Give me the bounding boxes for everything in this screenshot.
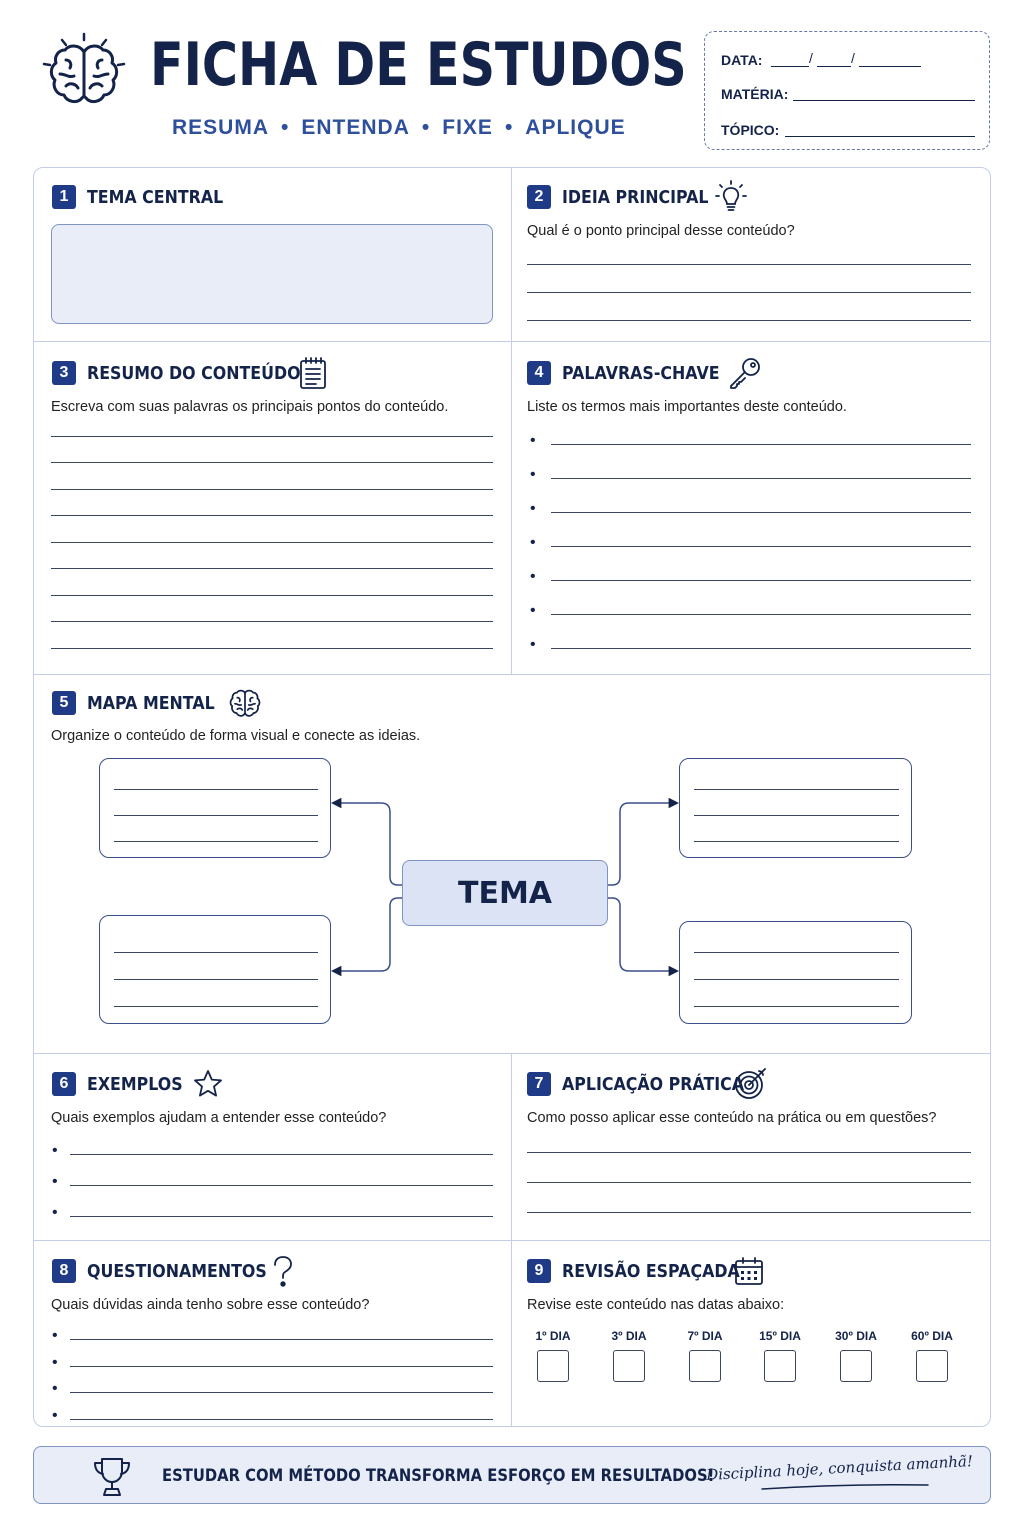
- keyword-line[interactable]: [551, 512, 971, 513]
- mind-map-center[interactable]: TEMA: [402, 860, 608, 926]
- tagline-separator: •: [281, 116, 290, 139]
- example-line[interactable]: [70, 1154, 493, 1155]
- page-title: FICHA DE ESTUDOS: [150, 30, 687, 100]
- footer-motto: ESTUDAR COM MÉTODO TRANSFORMA ESFORÇO EM RESULTADOS!: [162, 1466, 715, 1486]
- review-checkbox[interactable]: [613, 1350, 645, 1382]
- section-description: Organize o conteúdo de forma visual e conecte as ideias.: [51, 728, 421, 744]
- bullet: •: [52, 1204, 58, 1221]
- topic-field[interactable]: [785, 136, 975, 137]
- divider: [511, 341, 512, 674]
- divider: [511, 1053, 512, 1240]
- section-number: 9: [527, 1259, 551, 1283]
- writing-line[interactable]: [114, 1006, 318, 1007]
- tagline-word: ENTENDA: [301, 116, 410, 139]
- date-day-field[interactable]: [771, 66, 809, 67]
- example-line[interactable]: [70, 1216, 493, 1217]
- section-title: RESUMO DO CONTEÚDO: [87, 362, 301, 384]
- section-description: Como posso aplicar esse conteúdo na prática ou em questões?: [527, 1110, 937, 1126]
- divider: [34, 341, 990, 342]
- question-line[interactable]: [70, 1392, 493, 1393]
- bullet: •: [530, 500, 536, 517]
- trophy-icon: [90, 1455, 134, 1499]
- writing-line[interactable]: [51, 515, 493, 516]
- section-number: 4: [527, 361, 551, 385]
- date-year-field[interactable]: [859, 66, 921, 67]
- writing-line[interactable]: [51, 542, 493, 543]
- section-description: Escreva com suas palavras os principais pontos do conteúdo.: [51, 399, 449, 415]
- lightbulb-icon: [714, 180, 748, 214]
- divider: [511, 168, 512, 341]
- footer-script: Disciplina hoje, conquista amanhã!: [705, 1452, 974, 1484]
- section-title: IDEIA PRINCIPAL: [562, 186, 709, 208]
- central-theme-field[interactable]: [51, 224, 493, 324]
- bullet: •: [530, 534, 536, 551]
- example-line[interactable]: [70, 1185, 493, 1186]
- section-title: MAPA MENTAL: [87, 692, 215, 714]
- divider: [34, 674, 990, 675]
- brain-icon: [40, 30, 128, 118]
- keyword-line[interactable]: [551, 478, 971, 479]
- review-checkbox[interactable]: [537, 1350, 569, 1382]
- writing-line[interactable]: [527, 1182, 971, 1183]
- bullet: •: [52, 1407, 58, 1424]
- writing-line[interactable]: [694, 789, 899, 790]
- section-8-header: [52, 1259, 291, 1283]
- mind-map-branch[interactable]: [679, 758, 912, 858]
- info-box: [704, 31, 990, 150]
- section-6-header: [52, 1072, 196, 1096]
- review-day-label: 1º DIA: [535, 1329, 571, 1343]
- bullet: •: [530, 602, 536, 619]
- mind-map-branch[interactable]: [99, 758, 331, 858]
- footer-banner: [33, 1446, 991, 1504]
- writing-line[interactable]: [51, 462, 493, 463]
- writing-line[interactable]: [114, 789, 318, 790]
- bullet: •: [530, 466, 536, 483]
- section-description: Quais exemplos ajudam a entender esse conteúdo?: [51, 1110, 387, 1126]
- section-number: 1: [52, 185, 76, 209]
- mind-map-branch[interactable]: [99, 915, 331, 1024]
- section-5-header: [52, 691, 232, 715]
- review-day-label: 60º DIA: [911, 1329, 953, 1343]
- section-number: 2: [527, 185, 551, 209]
- question-line[interactable]: [70, 1366, 493, 1367]
- topic-label: TÓPICO:: [721, 122, 780, 138]
- bullet: •: [530, 568, 536, 585]
- date-separator: /: [809, 50, 813, 66]
- writing-line[interactable]: [114, 841, 318, 842]
- tagline-word: RESUMA: [172, 116, 270, 139]
- writing-line[interactable]: [694, 1006, 899, 1007]
- bullet: •: [530, 636, 536, 653]
- notepad-icon: [298, 357, 328, 390]
- target-icon: [733, 1067, 767, 1101]
- writing-line[interactable]: [51, 648, 493, 649]
- bullet: •: [52, 1380, 58, 1397]
- subject-label: MATÉRIA:: [721, 86, 789, 102]
- date-month-field[interactable]: [817, 66, 851, 67]
- brain-icon: [228, 686, 262, 720]
- writing-line[interactable]: [51, 436, 493, 437]
- star-icon: [192, 1068, 224, 1100]
- writing-line[interactable]: [51, 568, 493, 569]
- section-9-header: [527, 1259, 764, 1283]
- keyword-line[interactable]: [551, 580, 971, 581]
- section-title: QUESTIONAMENTOS: [87, 1260, 267, 1282]
- divider: [34, 1053, 990, 1054]
- header: [0, 0, 1024, 160]
- writing-line[interactable]: [694, 815, 899, 816]
- section-3-header: [52, 361, 330, 385]
- review-day-label: 3º DIA: [611, 1329, 647, 1343]
- calendar-icon: [734, 1256, 764, 1286]
- bullet: •: [52, 1327, 58, 1344]
- section-description: Liste os termos mais importantes deste conteúdo.: [527, 399, 847, 415]
- writing-line[interactable]: [527, 292, 971, 293]
- section-description: Revise este conteúdo nas datas abaixo:: [527, 1297, 785, 1313]
- section-1-header: [52, 185, 242, 209]
- writing-line[interactable]: [527, 1152, 971, 1153]
- writing-line[interactable]: [51, 489, 493, 490]
- bullet: •: [52, 1173, 58, 1190]
- section-title: EXEMPLOS: [87, 1073, 183, 1095]
- section-number: 6: [52, 1072, 76, 1096]
- writing-line[interactable]: [114, 815, 318, 816]
- section-title: APLICAÇÃO PRÁTICA: [562, 1073, 745, 1095]
- writing-line[interactable]: [694, 841, 899, 842]
- review-checkbox[interactable]: [916, 1350, 948, 1382]
- keyword-line[interactable]: [551, 614, 971, 615]
- review-day-label: 30º DIA: [835, 1329, 877, 1343]
- review-checkbox[interactable]: [840, 1350, 872, 1382]
- question-line[interactable]: [70, 1339, 493, 1340]
- review-checkbox[interactable]: [689, 1350, 721, 1382]
- section-title: TEMA CENTRAL: [87, 186, 224, 208]
- section-title: REVISÃO ESPAÇADA: [562, 1260, 740, 1282]
- writing-line[interactable]: [51, 621, 493, 622]
- mind-map-branch[interactable]: [679, 921, 912, 1024]
- subject-field[interactable]: [793, 100, 975, 101]
- writing-line[interactable]: [527, 264, 971, 265]
- bullet: •: [52, 1142, 58, 1159]
- review-day-label: 7º DIA: [687, 1329, 723, 1343]
- keyword-line[interactable]: [551, 648, 971, 649]
- review-checkbox[interactable]: [764, 1350, 796, 1382]
- divider: [511, 1240, 512, 1426]
- writing-line[interactable]: [114, 979, 318, 980]
- section-number: 8: [52, 1259, 76, 1283]
- keyword-line[interactable]: [551, 444, 971, 445]
- date-separator: /: [851, 50, 855, 66]
- script-underline: [760, 1483, 930, 1491]
- section-description: Quais dúvidas ainda tenho sobre esse conteúdo?: [51, 1297, 370, 1313]
- section-number: 7: [527, 1072, 551, 1096]
- section-2-header: [527, 185, 729, 209]
- bullet: •: [530, 432, 536, 449]
- writing-line[interactable]: [527, 1212, 971, 1213]
- section-4-header: [527, 361, 741, 385]
- key-icon: [728, 357, 762, 389]
- tagline-word: FIXE: [442, 116, 493, 139]
- tagline-separator: •: [504, 116, 514, 139]
- writing-line[interactable]: [114, 952, 318, 953]
- question-icon: [270, 1255, 296, 1289]
- divider: [34, 1240, 990, 1241]
- tagline: [172, 116, 626, 140]
- date-label: DATA:: [721, 52, 763, 68]
- tagline-word: APLIQUE: [525, 116, 626, 139]
- keyword-line[interactable]: [551, 546, 971, 547]
- review-day-label: 15º DIA: [759, 1329, 801, 1343]
- question-line[interactable]: [70, 1419, 493, 1420]
- section-title: PALAVRAS-CHAVE: [562, 362, 720, 384]
- tagline-separator: •: [421, 116, 431, 139]
- section-number: 5: [52, 691, 76, 715]
- writing-line[interactable]: [694, 979, 899, 980]
- writing-line[interactable]: [527, 320, 971, 321]
- writing-line[interactable]: [51, 595, 493, 596]
- section-number: 3: [52, 361, 76, 385]
- section-description: Qual é o ponto principal desse conteúdo?: [527, 223, 795, 239]
- writing-line[interactable]: [694, 952, 899, 953]
- bullet: •: [52, 1354, 58, 1371]
